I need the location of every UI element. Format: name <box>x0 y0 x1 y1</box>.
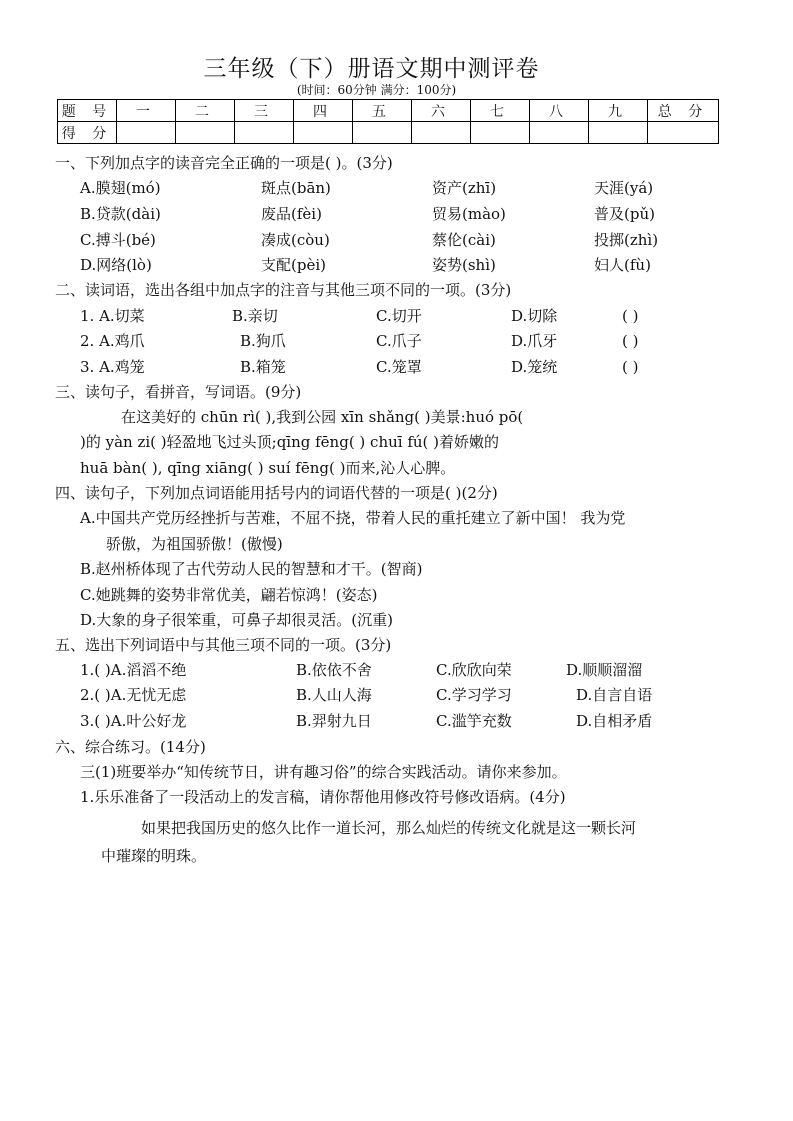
q2-heading: 二、读词语，选出各组中加点字的注音与其他三项不同的一项。(3分) <box>55 281 512 299</box>
score-input-cell[interactable] <box>294 122 353 144</box>
q1-option: 废品(fèi) <box>261 205 322 223</box>
score-input-cell[interactable] <box>471 122 530 144</box>
q1-option: 普及(pǔ) <box>594 205 655 223</box>
score-header-cell: 八 <box>530 100 589 122</box>
q5-option: 2.( )A.无忧无虑 <box>80 686 187 704</box>
q1-option: 天涯(yá) <box>594 179 654 197</box>
q1-option: C.搏斗(bé) <box>80 231 156 249</box>
score-header-cell: 总 分 <box>648 100 719 122</box>
q1-option: 妇人(fù) <box>594 256 651 274</box>
q5-heading: 五、选出下列词语中与其他三项不同的一项。(3分) <box>55 636 392 654</box>
q3-sentence-line: 在这美好的 chūn rì( ),我到公园 xīn shǎng( )美景:huó pō( <box>121 408 524 426</box>
q6-intro: 三(1)班要举办“知传统节日，讲有趣习俗”的综合实践活动。请你来参加。 <box>80 763 567 781</box>
q3-sentence-line: huā bàn( ), qīng xiāng( ) suí fēng( )而来,沁人心脾。 <box>80 459 456 477</box>
q6-passage-line: 如果把我国历史的悠久比作一道长河，那么灿烂的传统文化就是这一颗长河 <box>141 819 637 837</box>
q5-option: D.顺顺溜溜 <box>566 661 643 679</box>
q1-option: 凑成(còu) <box>261 231 330 249</box>
q1-option: D.网络(lò) <box>80 256 152 274</box>
q2-option: C.切开 <box>376 307 422 325</box>
q5-option: 1.( )A.滔滔不绝 <box>80 661 187 679</box>
q6-passage-line: 中璀璨的明珠。 <box>101 847 207 865</box>
q2-option: 1. A.切菜 <box>80 307 145 325</box>
q2-option: B.箱笼 <box>240 358 286 376</box>
score-input-cell[interactable] <box>530 122 589 144</box>
q2-option: 2. A.鸡爪 <box>80 332 145 350</box>
q2-answer-blank[interactable]: ( ) <box>622 332 639 350</box>
q3-sentence-line: )的 yàn zi( )轻盈地飞过头顶;qīng fēng( ) chuī fú( )着娇嫩的 <box>80 433 500 451</box>
q5-option: D.自言自语 <box>576 686 653 704</box>
q1-option: 蔡伦(cài) <box>432 231 496 249</box>
q1-option: 贸易(mào) <box>432 205 506 223</box>
q4-option: C.她跳舞的姿势非常优美，翩若惊鸿！(姿态) <box>80 586 378 604</box>
score-input-cell[interactable] <box>589 122 648 144</box>
score-input-cell[interactable] <box>117 122 176 144</box>
score-header-cell: 题 号 <box>58 100 117 122</box>
q4-heading: 四、读句子，下列加点词语能用括号内的词语代替的一项是( )(2分) <box>55 484 498 502</box>
score-table-header-row <box>58 100 719 122</box>
score-table <box>57 99 719 144</box>
q1-option: 资产(zhī) <box>432 179 497 197</box>
q4-option: A.中国共产党历经挫折与苦难，不屈不挠，带着人民的重托建立了新中国！ 我为党 <box>80 509 626 527</box>
q4-option: D.大象的身子很笨重，可鼻子却很灵活。(沉重) <box>80 611 393 629</box>
q5-option: C.学习学习 <box>436 686 512 704</box>
score-row-label: 得 分 <box>58 122 117 144</box>
q1-option: A.膜翅(mó) <box>80 179 161 197</box>
q5-option: B.羿射九日 <box>296 712 372 730</box>
q5-option: 3.( )A.叶公好龙 <box>80 712 187 730</box>
score-table-score-row <box>58 122 719 144</box>
score-input-cell[interactable] <box>176 122 235 144</box>
q2-option: D.切除 <box>511 307 558 325</box>
q2-option: C.爪子 <box>376 332 422 350</box>
q2-option: D.笼统 <box>511 358 558 376</box>
exam-title: 三年级（下）册语文期中测评卷 <box>203 56 540 82</box>
q5-option: C.欣欣向荣 <box>436 661 512 679</box>
q2-option: B.亲切 <box>232 307 278 325</box>
q2-answer-blank[interactable]: ( ) <box>622 307 639 325</box>
q1-option: 姿势(shì) <box>432 256 496 274</box>
score-input-cell[interactable] <box>353 122 412 144</box>
q5-option: C.滥竽充数 <box>436 712 512 730</box>
score-header-cell: 二 <box>176 100 235 122</box>
score-header-cell: 一 <box>117 100 176 122</box>
score-header-cell: 三 <box>235 100 294 122</box>
q4-option-continued: 骄傲，为祖国骄傲！(傲慢) <box>106 535 283 553</box>
score-header-cell: 九 <box>589 100 648 122</box>
score-header-cell: 六 <box>412 100 471 122</box>
q1-option: 支配(pèi) <box>261 256 326 274</box>
q2-answer-blank[interactable]: ( ) <box>622 358 639 376</box>
q2-option: B.狗爪 <box>240 332 286 350</box>
q2-option: D.爪牙 <box>511 332 558 350</box>
q1-option: 投掷(zhì) <box>594 231 659 249</box>
score-header-cell: 四 <box>294 100 353 122</box>
q6-heading: 六、综合练习。(14分) <box>55 738 206 756</box>
score-input-cell[interactable] <box>235 122 294 144</box>
q1-heading: 一、下列加点字的读音完全正确的一项是( )。(3分) <box>55 154 393 172</box>
q1-option: 斑点(bān) <box>261 179 331 197</box>
q3-heading: 三、读句子，看拼音，写词语。(9分) <box>55 383 302 401</box>
q4-option: B.赵州桥体现了古代劳动人民的智慧和才干。(智商) <box>80 560 423 578</box>
q5-option: B.人山人海 <box>296 686 372 704</box>
exam-subtitle: (时间：60分钟 满分：100分) <box>296 83 457 97</box>
q6-item-1: 1.乐乐准备了一段活动上的发言稿，请你帮他用修改符号修改语病。(4分) <box>80 788 566 806</box>
q5-option: B.依依不舍 <box>296 661 372 679</box>
score-input-cell[interactable] <box>412 122 471 144</box>
q1-option: B.贷款(dài) <box>80 205 161 223</box>
q5-option: D.自相矛盾 <box>576 712 653 730</box>
q2-option: C.笼罩 <box>376 358 422 376</box>
score-header-cell: 五 <box>353 100 412 122</box>
score-header-cell: 七 <box>471 100 530 122</box>
q2-option: 3. A.鸡笼 <box>80 358 145 376</box>
score-input-cell[interactable] <box>648 122 719 144</box>
